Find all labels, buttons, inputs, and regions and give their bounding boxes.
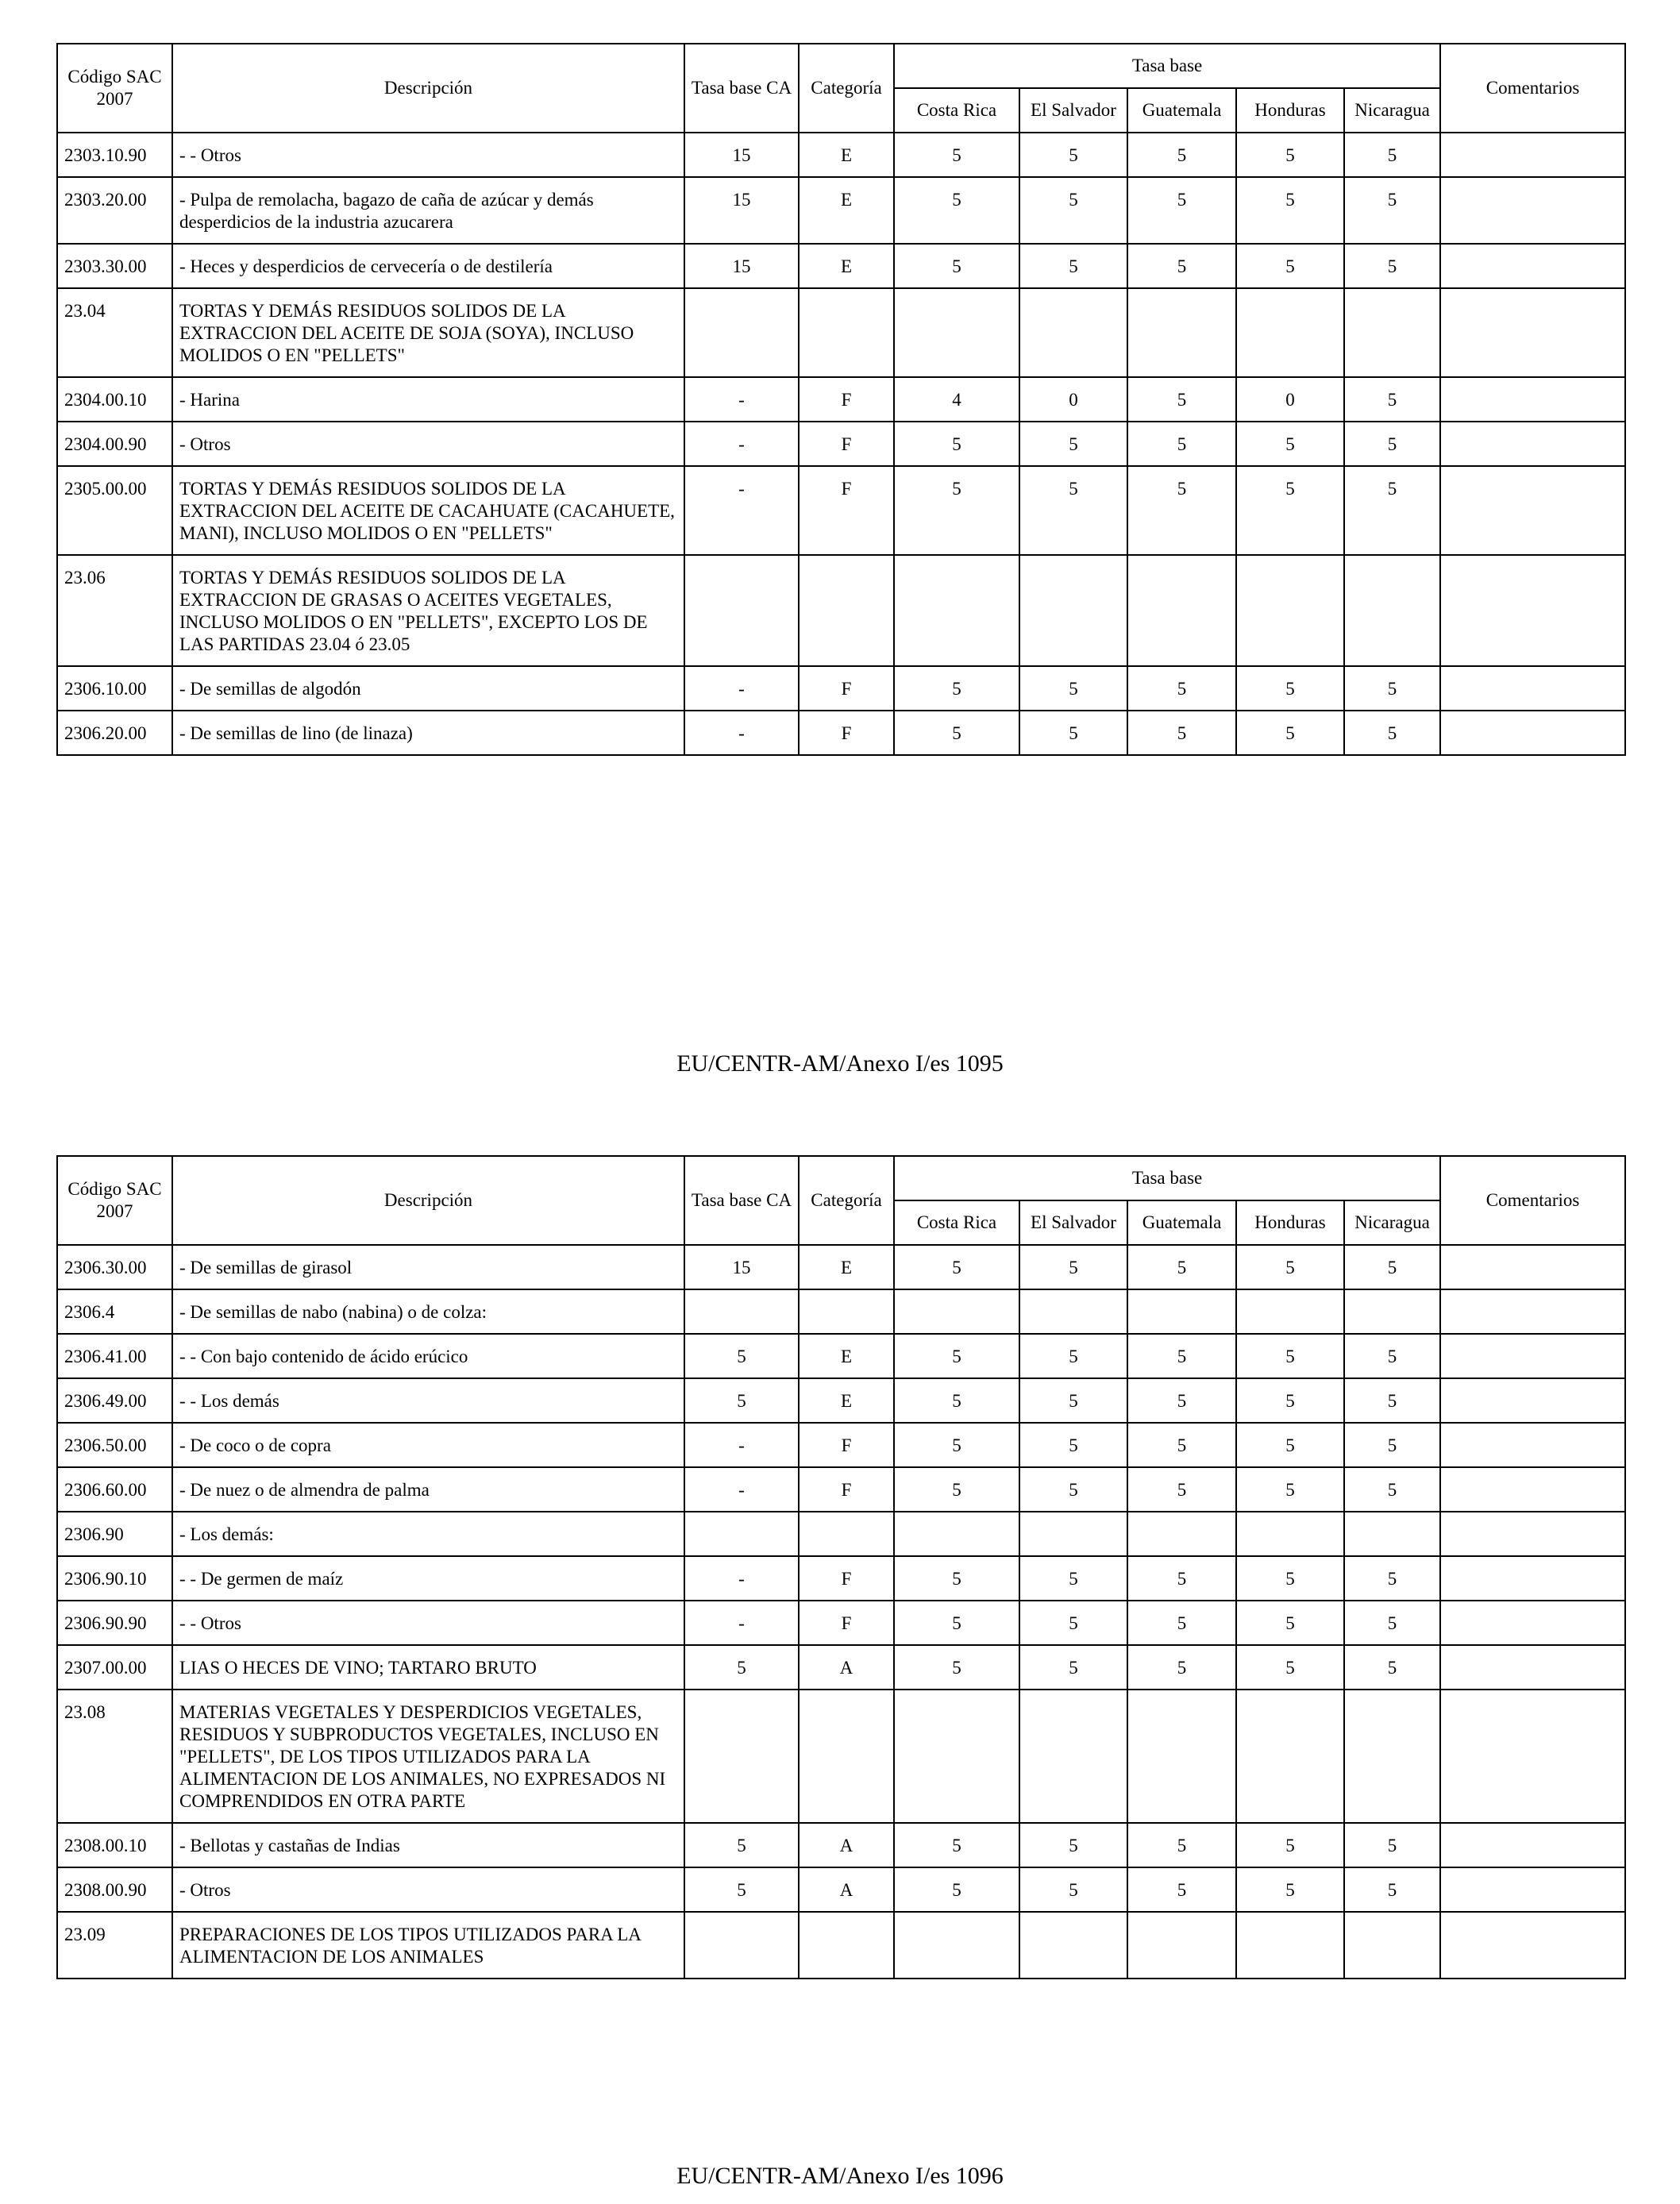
cell-el-salvador: 5: [1019, 1334, 1127, 1378]
cell-el-salvador: 5: [1019, 1867, 1127, 1912]
cell-codigo: 2306.49.00: [57, 1378, 172, 1423]
cell-categoria: E: [799, 244, 894, 288]
table-row: [57, 1690, 1625, 1823]
cell-nicaragua: 5: [1344, 244, 1440, 288]
cell-costa-rica: 5: [894, 422, 1019, 466]
cell-guatemala: 5: [1127, 1823, 1236, 1867]
cell-descripcion: - Bellotas y castañas de Indias: [172, 1823, 684, 1867]
cell-categoria: F: [799, 422, 894, 466]
cell-categoria: A: [799, 1823, 894, 1867]
cell-guatemala: [1127, 1289, 1236, 1334]
cell-codigo: 2306.50.00: [57, 1423, 172, 1467]
cell-guatemala: 5: [1127, 1423, 1236, 1467]
cell-comentarios: [1440, 1556, 1625, 1601]
table-row: [57, 1423, 1625, 1467]
cell-el-salvador: 5: [1019, 1467, 1127, 1512]
cell-tasa-base-ca: 5: [684, 1867, 799, 1912]
cell-comentarios: [1440, 1867, 1625, 1912]
cell-comentarios: [1440, 1423, 1625, 1467]
header-honduras: Honduras: [1236, 88, 1344, 133]
cell-honduras: 5: [1236, 422, 1344, 466]
cell-descripcion: - De semillas de algodón: [172, 666, 684, 711]
cell-nicaragua: 5: [1344, 422, 1440, 466]
cell-honduras: 5: [1236, 1245, 1344, 1289]
cell-honduras: 5: [1236, 1645, 1344, 1690]
cell-guatemala: 5: [1127, 177, 1236, 244]
cell-nicaragua: 5: [1344, 1378, 1440, 1423]
cell-el-salvador: [1019, 1289, 1127, 1334]
cell-nicaragua: 5: [1344, 1823, 1440, 1867]
cell-descripcion: - Otros: [172, 1867, 684, 1912]
cell-categoria: E: [799, 1334, 894, 1378]
cell-honduras: 5: [1236, 1334, 1344, 1378]
cell-descripcion: - De semillas de nabo (nabina) o de colza:: [172, 1289, 684, 1334]
cell-codigo: 23.06: [57, 555, 172, 666]
cell-descripcion: - Harina: [172, 377, 684, 422]
cell-descripcion: - Los demás:: [172, 1512, 684, 1556]
cell-codigo: 2308.00.10: [57, 1823, 172, 1867]
cell-honduras: [1236, 555, 1344, 666]
cell-el-salvador: [1019, 288, 1127, 377]
cell-categoria: F: [799, 1423, 894, 1467]
cell-descripcion: - Heces y desperdicios de cervecería o de destilería: [172, 244, 684, 288]
cell-nicaragua: 5: [1344, 711, 1440, 755]
cell-costa-rica: [894, 1512, 1019, 1556]
cell-costa-rica: [894, 1289, 1019, 1334]
cell-tasa-base-ca: -: [684, 1423, 799, 1467]
cell-codigo: 2306.90: [57, 1512, 172, 1556]
cell-el-salvador: [1019, 1912, 1127, 1979]
cell-guatemala: 5: [1127, 1467, 1236, 1512]
cell-descripcion: LIAS O HECES DE VINO; TARTARO BRUTO: [172, 1645, 684, 1690]
cell-nicaragua: 5: [1344, 1556, 1440, 1601]
cell-comentarios: [1440, 1245, 1625, 1289]
cell-costa-rica: 5: [894, 1245, 1019, 1289]
cell-el-salvador: 5: [1019, 466, 1127, 555]
cell-costa-rica: [894, 1912, 1019, 1979]
cell-nicaragua: 5: [1344, 666, 1440, 711]
cell-honduras: 5: [1236, 1467, 1344, 1512]
cell-guatemala: 5: [1127, 1378, 1236, 1423]
cell-honduras: 5: [1236, 1823, 1344, 1867]
cell-honduras: 5: [1236, 177, 1344, 244]
table-header: [57, 1156, 1625, 1245]
header-costa-rica: Costa Rica: [894, 1200, 1019, 1245]
cell-guatemala: 5: [1127, 1334, 1236, 1378]
table-row: [57, 1378, 1625, 1423]
cell-guatemala: 5: [1127, 377, 1236, 422]
cell-costa-rica: 5: [894, 466, 1019, 555]
cell-tasa-base-ca: -: [684, 422, 799, 466]
table-row: [57, 133, 1625, 177]
header-costa-rica: Costa Rica: [894, 88, 1019, 133]
cell-comentarios: [1440, 1467, 1625, 1512]
cell-nicaragua: [1344, 1912, 1440, 1979]
header-comentarios: Comentarios: [1440, 1156, 1625, 1245]
cell-costa-rica: 4: [894, 377, 1019, 422]
cell-el-salvador: 5: [1019, 422, 1127, 466]
table-header: [57, 44, 1625, 133]
cell-tasa-base-ca: 5: [684, 1378, 799, 1423]
header-comentarios: Comentarios: [1440, 44, 1625, 133]
cell-comentarios: [1440, 1334, 1625, 1378]
cell-costa-rica: 5: [894, 244, 1019, 288]
cell-guatemala: 5: [1127, 1601, 1236, 1645]
cell-nicaragua: 5: [1344, 1245, 1440, 1289]
header-descripcion: Descripción: [172, 1156, 684, 1245]
cell-guatemala: [1127, 1512, 1236, 1556]
cell-descripcion: - - Con bajo contenido de ácido erúcico: [172, 1334, 684, 1378]
cell-guatemala: [1127, 555, 1236, 666]
cell-nicaragua: [1344, 1289, 1440, 1334]
cell-costa-rica: 5: [894, 1645, 1019, 1690]
cell-el-salvador: 5: [1019, 1823, 1127, 1867]
header-categoria: Categoría: [799, 1156, 894, 1245]
cell-tasa-base-ca: 15: [684, 177, 799, 244]
cell-tasa-base-ca: -: [684, 377, 799, 422]
cell-descripcion: TORTAS Y DEMÁS RESIDUOS SOLIDOS DE LA EXTRACCION DEL ACEITE DE SOJA (SOYA), INCLUSO MOLIDOS O EN "PELLETS": [172, 288, 684, 377]
cell-costa-rica: [894, 288, 1019, 377]
cell-honduras: [1236, 1912, 1344, 1979]
cell-descripcion: - - Los demás: [172, 1378, 684, 1423]
cell-honduras: 0: [1236, 377, 1344, 422]
header-nicaragua: Nicaragua: [1344, 1200, 1440, 1245]
cell-comentarios: [1440, 1289, 1625, 1334]
cell-nicaragua: 5: [1344, 1645, 1440, 1690]
cell-tasa-base-ca: [684, 1690, 799, 1823]
tariff-table-page-1095: [56, 43, 1626, 756]
table-row: [57, 666, 1625, 711]
cell-nicaragua: 5: [1344, 177, 1440, 244]
cell-honduras: [1236, 1512, 1344, 1556]
table-row: [57, 1823, 1625, 1867]
header-tasa-base-ca: Tasa base CA: [684, 44, 799, 133]
cell-guatemala: 5: [1127, 666, 1236, 711]
cell-guatemala: 5: [1127, 466, 1236, 555]
cell-tasa-base-ca: [684, 1289, 799, 1334]
cell-categoria: E: [799, 1245, 894, 1289]
cell-descripcion: TORTAS Y DEMÁS RESIDUOS SOLIDOS DE LA EXTRACCION DEL ACEITE DE CACAHUATE (CACAHUETE, MANI), INCLUSO MOLIDOS O EN "PELLETS": [172, 466, 684, 555]
cell-costa-rica: 5: [894, 1601, 1019, 1645]
table-body: [57, 1245, 1625, 1979]
cell-costa-rica: 5: [894, 1334, 1019, 1378]
table-row: [57, 1645, 1625, 1690]
table-body: [57, 133, 1625, 755]
table-row: [57, 1289, 1625, 1334]
cell-descripcion: - De semillas de girasol: [172, 1245, 684, 1289]
cell-comentarios: [1440, 466, 1625, 555]
cell-guatemala: 5: [1127, 1867, 1236, 1912]
cell-codigo: 2303.10.90: [57, 133, 172, 177]
cell-descripcion: TORTAS Y DEMÁS RESIDUOS SOLIDOS DE LA EXTRACCION DE GRASAS O ACEITES VEGETALES, INCLUSO MOLIDOS O EN "PELLETS", EXCEPTO LOS DE LAS PARTIDAS 23.04 ó 23.05: [172, 555, 684, 666]
cell-tasa-base-ca: -: [684, 466, 799, 555]
cell-comentarios: [1440, 1645, 1625, 1690]
cell-categoria: E: [799, 133, 894, 177]
cell-guatemala: 5: [1127, 244, 1236, 288]
cell-el-salvador: 5: [1019, 1556, 1127, 1601]
cell-el-salvador: 5: [1019, 1601, 1127, 1645]
cell-nicaragua: [1344, 1690, 1440, 1823]
header-descripcion: Descripción: [172, 44, 684, 133]
cell-costa-rica: 5: [894, 1556, 1019, 1601]
cell-tasa-base-ca: 5: [684, 1645, 799, 1690]
cell-honduras: 5: [1236, 466, 1344, 555]
header-codigo: Código SAC 2007: [57, 44, 172, 133]
cell-comentarios: [1440, 422, 1625, 466]
cell-honduras: 5: [1236, 711, 1344, 755]
cell-costa-rica: [894, 555, 1019, 666]
cell-el-salvador: 5: [1019, 133, 1127, 177]
cell-codigo: 2306.90.90: [57, 1601, 172, 1645]
cell-tasa-base-ca: 5: [684, 1823, 799, 1867]
cell-comentarios: [1440, 177, 1625, 244]
cell-comentarios: [1440, 133, 1625, 177]
cell-categoria: F: [799, 1601, 894, 1645]
page-footer: EU/CENTR-AM/Anexo I/es 1096: [676, 2163, 1004, 2189]
cell-comentarios: [1440, 666, 1625, 711]
cell-guatemala: 5: [1127, 711, 1236, 755]
cell-tasa-base-ca: -: [684, 1467, 799, 1512]
cell-categoria: F: [799, 1556, 894, 1601]
cell-comentarios: [1440, 244, 1625, 288]
cell-tasa-base-ca: -: [684, 666, 799, 711]
cell-categoria: [799, 1289, 894, 1334]
cell-codigo: 2306.10.00: [57, 666, 172, 711]
cell-codigo: 2308.00.90: [57, 1867, 172, 1912]
table-row: [57, 1245, 1625, 1289]
cell-nicaragua: 5: [1344, 466, 1440, 555]
cell-honduras: 5: [1236, 1867, 1344, 1912]
cell-costa-rica: 5: [894, 1823, 1019, 1867]
table-row: [57, 377, 1625, 422]
cell-costa-rica: 5: [894, 1378, 1019, 1423]
cell-codigo: 23.09: [57, 1912, 172, 1979]
cell-codigo: 2307.00.00: [57, 1645, 172, 1690]
cell-tasa-base-ca: 15: [684, 133, 799, 177]
table-row: [57, 1467, 1625, 1512]
table-row: [57, 1867, 1625, 1912]
cell-costa-rica: 5: [894, 1467, 1019, 1512]
cell-codigo: 23.04: [57, 288, 172, 377]
cell-el-salvador: 5: [1019, 244, 1127, 288]
table-row: [57, 1334, 1625, 1378]
cell-nicaragua: 5: [1344, 377, 1440, 422]
cell-costa-rica: 5: [894, 177, 1019, 244]
cell-codigo: 2306.30.00: [57, 1245, 172, 1289]
cell-costa-rica: [894, 1690, 1019, 1823]
cell-comentarios: [1440, 288, 1625, 377]
cell-comentarios: [1440, 1512, 1625, 1556]
cell-descripcion: - De nuez o de almendra de palma: [172, 1467, 684, 1512]
cell-codigo: 2304.00.10: [57, 377, 172, 422]
table-row: [57, 1512, 1625, 1556]
table-row: [57, 711, 1625, 755]
header-honduras: Honduras: [1236, 1200, 1344, 1245]
cell-descripcion: MATERIAS VEGETALES Y DESPERDICIOS VEGETALES, RESIDUOS Y SUBPRODUCTOS VEGETALES, INCLUSO EN "PELLETS", DE LOS TIPOS UTILIZADOS PARA LA ALIMENTACION DE LOS ANIMALES, NO EXPRESADOS NI COMPRENDIDOS EN OTRA PARTE: [172, 1690, 684, 1823]
cell-descripcion: - Otros: [172, 422, 684, 466]
header-el-salvador: El Salvador: [1019, 88, 1127, 133]
cell-nicaragua: 5: [1344, 1467, 1440, 1512]
cell-costa-rica: 5: [894, 133, 1019, 177]
cell-el-salvador: 5: [1019, 177, 1127, 244]
cell-guatemala: 5: [1127, 422, 1236, 466]
cell-costa-rica: 5: [894, 666, 1019, 711]
cell-descripcion: - - Otros: [172, 133, 684, 177]
cell-guatemala: [1127, 1912, 1236, 1979]
cell-categoria: [799, 1912, 894, 1979]
cell-honduras: [1236, 1289, 1344, 1334]
cell-comentarios: [1440, 1912, 1625, 1979]
cell-tasa-base-ca: [684, 1512, 799, 1556]
cell-honduras: 5: [1236, 1556, 1344, 1601]
table-row: [57, 422, 1625, 466]
cell-el-salvador: 5: [1019, 666, 1127, 711]
cell-el-salvador: 0: [1019, 377, 1127, 422]
cell-nicaragua: [1344, 555, 1440, 666]
cell-guatemala: [1127, 288, 1236, 377]
cell-comentarios: [1440, 1690, 1625, 1823]
cell-honduras: 5: [1236, 1423, 1344, 1467]
cell-el-salvador: [1019, 1690, 1127, 1823]
header-el-salvador: El Salvador: [1019, 1200, 1127, 1245]
table-row: [57, 1556, 1625, 1601]
cell-tasa-base-ca: -: [684, 711, 799, 755]
cell-guatemala: 5: [1127, 1245, 1236, 1289]
cell-descripcion: - Pulpa de remolacha, bagazo de caña de azúcar y demás desperdicios de la industria azucarera: [172, 177, 684, 244]
header-nicaragua: Nicaragua: [1344, 88, 1440, 133]
cell-categoria: [799, 288, 894, 377]
cell-categoria: E: [799, 177, 894, 244]
cell-comentarios: [1440, 555, 1625, 666]
cell-el-salvador: [1019, 555, 1127, 666]
cell-guatemala: 5: [1127, 133, 1236, 177]
table-row: [57, 288, 1625, 377]
header-guatemala: Guatemala: [1127, 1200, 1236, 1245]
cell-codigo: 2304.00.90: [57, 422, 172, 466]
cell-tasa-base-ca: 15: [684, 244, 799, 288]
cell-comentarios: [1440, 1378, 1625, 1423]
cell-tasa-base-ca: [684, 555, 799, 666]
cell-categoria: A: [799, 1645, 894, 1690]
cell-categoria: F: [799, 666, 894, 711]
cell-categoria: F: [799, 711, 894, 755]
table-row: [57, 177, 1625, 244]
cell-tasa-base-ca: -: [684, 1556, 799, 1601]
header-categoria: Categoría: [799, 44, 894, 133]
cell-categoria: F: [799, 466, 894, 555]
cell-guatemala: 5: [1127, 1556, 1236, 1601]
cell-honduras: 5: [1236, 133, 1344, 177]
cell-comentarios: [1440, 1823, 1625, 1867]
cell-tasa-base-ca: 15: [684, 1245, 799, 1289]
header-guatemala: Guatemala: [1127, 88, 1236, 133]
cell-el-salvador: 5: [1019, 1378, 1127, 1423]
cell-nicaragua: 5: [1344, 1334, 1440, 1378]
cell-nicaragua: 5: [1344, 133, 1440, 177]
cell-descripcion: - - Otros: [172, 1601, 684, 1645]
cell-descripcion: PREPARACIONES DE LOS TIPOS UTILIZADOS PARA LA ALIMENTACION DE LOS ANIMALES: [172, 1912, 684, 1979]
cell-costa-rica: 5: [894, 1867, 1019, 1912]
table-row: [57, 555, 1625, 666]
cell-honduras: 5: [1236, 1601, 1344, 1645]
cell-categoria: [799, 1690, 894, 1823]
cell-comentarios: [1440, 711, 1625, 755]
cell-el-salvador: 5: [1019, 711, 1127, 755]
cell-comentarios: [1440, 377, 1625, 422]
cell-honduras: [1236, 1690, 1344, 1823]
cell-tasa-base-ca: 5: [684, 1334, 799, 1378]
cell-codigo: 2305.00.00: [57, 466, 172, 555]
table-row: [57, 466, 1625, 555]
cell-codigo: 2306.60.00: [57, 1467, 172, 1512]
cell-tasa-base-ca: [684, 1912, 799, 1979]
cell-honduras: 5: [1236, 244, 1344, 288]
cell-descripcion: - De semillas de lino (de linaza): [172, 711, 684, 755]
cell-costa-rica: 5: [894, 1423, 1019, 1467]
cell-codigo: 23.08: [57, 1690, 172, 1823]
cell-codigo: 2303.20.00: [57, 177, 172, 244]
cell-categoria: F: [799, 1467, 894, 1512]
cell-descripcion: - - De germen de maíz: [172, 1556, 684, 1601]
cell-nicaragua: [1344, 1512, 1440, 1556]
header-codigo: Código SAC 2007: [57, 1156, 172, 1245]
cell-guatemala: [1127, 1690, 1236, 1823]
cell-categoria: E: [799, 1378, 894, 1423]
table-row: [57, 1601, 1625, 1645]
cell-nicaragua: 5: [1344, 1423, 1440, 1467]
header-tasa-base-ca: Tasa base CA: [684, 1156, 799, 1245]
cell-honduras: 5: [1236, 1378, 1344, 1423]
cell-nicaragua: 5: [1344, 1601, 1440, 1645]
cell-comentarios: [1440, 1601, 1625, 1645]
cell-honduras: [1236, 288, 1344, 377]
cell-codigo: 2303.30.00: [57, 244, 172, 288]
cell-categoria: [799, 1512, 894, 1556]
cell-costa-rica: 5: [894, 711, 1019, 755]
cell-tasa-base-ca: -: [684, 1601, 799, 1645]
cell-el-salvador: 5: [1019, 1245, 1127, 1289]
cell-guatemala: 5: [1127, 1645, 1236, 1690]
cell-codigo: 2306.90.10: [57, 1556, 172, 1601]
header-tasa-base: Tasa base: [894, 1156, 1440, 1200]
cell-tasa-base-ca: [684, 288, 799, 377]
cell-nicaragua: [1344, 288, 1440, 377]
page-footer: EU/CENTR-AM/Anexo I/es 1095: [676, 1050, 1004, 1077]
tariff-table-page-1096: [56, 1155, 1626, 1979]
table-row: [57, 1912, 1625, 1979]
cell-categoria: F: [799, 377, 894, 422]
cell-descripcion: - De coco o de copra: [172, 1423, 684, 1467]
header-tasa-base: Tasa base: [894, 44, 1440, 88]
cell-el-salvador: 5: [1019, 1645, 1127, 1690]
cell-honduras: 5: [1236, 666, 1344, 711]
cell-nicaragua: 5: [1344, 1867, 1440, 1912]
cell-codigo: 2306.41.00: [57, 1334, 172, 1378]
table-row: [57, 244, 1625, 288]
cell-categoria: [799, 555, 894, 666]
cell-codigo: 2306.4: [57, 1289, 172, 1334]
cell-codigo: 2306.20.00: [57, 711, 172, 755]
cell-el-salvador: [1019, 1512, 1127, 1556]
cell-el-salvador: 5: [1019, 1423, 1127, 1467]
cell-categoria: A: [799, 1867, 894, 1912]
